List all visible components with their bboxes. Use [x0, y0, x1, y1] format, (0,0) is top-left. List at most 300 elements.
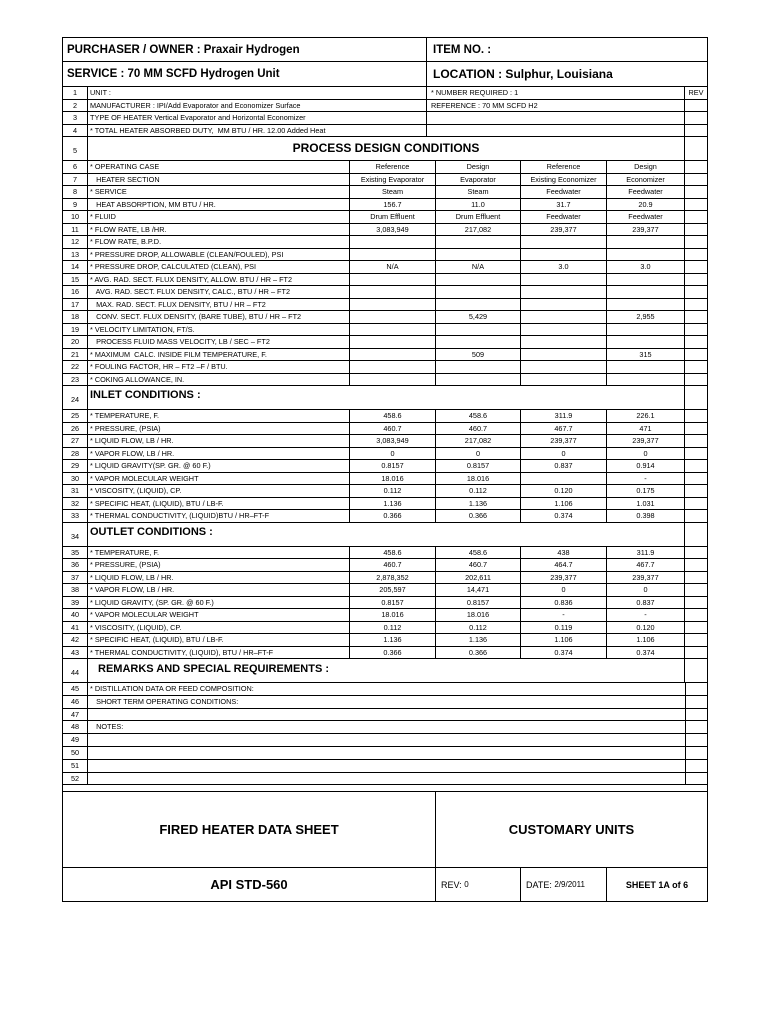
row-number: 16 [63, 286, 88, 298]
sheet-title: FIRED HEATER DATA SHEET [63, 792, 436, 867]
rev-cell [685, 137, 707, 160]
rev-cell [685, 597, 707, 609]
row-label: * LIQUID FLOW, LB / HR. [88, 435, 350, 447]
value-cell [436, 274, 521, 286]
value-cell: 464.7 [521, 559, 607, 571]
row-number: 19 [63, 324, 88, 336]
value-cell: 31.7 [521, 199, 607, 211]
rev-cell [685, 622, 707, 634]
value-cell [607, 274, 685, 286]
date-value: 2/9/2011 [554, 880, 585, 889]
value-cell: 18.016 [436, 473, 521, 485]
value-cell [350, 249, 436, 261]
value-cell [607, 374, 685, 386]
value-cell: 0.8157 [436, 460, 521, 472]
table-row [63, 634, 707, 647]
value-cell [436, 236, 521, 248]
rev-cell [685, 224, 707, 236]
row-number: 46 [63, 696, 88, 708]
value-cell: 239,377 [607, 224, 685, 236]
value-cell [350, 374, 436, 386]
table-row [63, 410, 707, 423]
table-row [63, 324, 707, 337]
value-cell [521, 236, 607, 248]
value-cell [350, 236, 436, 248]
value-cell: 1.031 [607, 498, 685, 510]
row-number: 50 [63, 747, 88, 759]
rev-cell [685, 696, 707, 708]
value-cell: 0.112 [436, 485, 521, 497]
table-row [63, 559, 707, 572]
top-row-right: REFERENCE : 70 MM SCFD H2 [427, 100, 685, 112]
rev-cell [685, 523, 707, 546]
rev-label: REV: [441, 879, 462, 890]
table-row [63, 485, 707, 498]
row-number: 47 [63, 709, 88, 721]
value-cell: 315 [607, 349, 685, 361]
rev-cell [685, 274, 707, 286]
value-cell [521, 473, 607, 485]
footer-title-row [63, 791, 707, 867]
row-number: 30 [63, 473, 88, 485]
rev-cell [685, 435, 707, 447]
rev-cell [685, 374, 707, 386]
value-cell: 226.1 [607, 410, 685, 422]
top-row-right [427, 112, 685, 124]
value-cell: 1.106 [607, 634, 685, 646]
table-row [63, 261, 707, 274]
value-cell: 0.836 [521, 597, 607, 609]
row-label: * VAPOR FLOW, LB / HR. [88, 584, 350, 596]
row-number: 31 [63, 485, 88, 497]
table-row [63, 510, 707, 523]
value-cell [521, 324, 607, 336]
rev-cell [685, 361, 707, 373]
remarks-row [63, 709, 707, 722]
row-label: * MAXIMUM CALC. INSIDE FILM TEMPERATURE, F. [88, 349, 350, 361]
remarks-row [63, 721, 707, 734]
table-row [63, 311, 707, 324]
value-cell: 202,611 [436, 572, 521, 584]
row-label: * TEMPERATURE, F. [88, 410, 350, 422]
value-cell: 239,377 [607, 572, 685, 584]
value-cell: 239,377 [521, 435, 607, 447]
table-row [63, 274, 707, 287]
value-cell [350, 336, 436, 348]
value-cell [521, 299, 607, 311]
value-cell [607, 249, 685, 261]
row-number: 49 [63, 734, 88, 746]
row-label: * OPERATING CASE [88, 161, 350, 173]
rev-cell [685, 547, 707, 559]
row-label: * FLOW RATE, B.P.D. [88, 236, 350, 248]
row-label: * FLOW RATE, LB /HR. [88, 224, 350, 236]
table-row [63, 224, 707, 237]
value-cell: Existing Evaporator [350, 174, 436, 186]
row-label: HEAT ABSORPTION, MM BTU / HR. [88, 199, 350, 211]
rev-cell [685, 174, 707, 186]
data-rows [63, 87, 707, 785]
value-cell: 0 [607, 448, 685, 460]
value-cell: 0.837 [607, 597, 685, 609]
row-label: * PRESSURE, (PSIA) [88, 559, 350, 571]
row-label: * SPECIFIC HEAT, (LIQUID), BTU / LB-F. [88, 498, 350, 510]
row-label: * VISCOSITY, (LIQUID), CP. [88, 485, 350, 497]
rev-cell [685, 125, 707, 137]
value-cell: 0 [521, 448, 607, 460]
top-row [63, 87, 707, 100]
top-row-left: * TOTAL HEATER ABSORBED DUTY, MM BTU / HR. 12.00 Added Heat [88, 125, 427, 137]
row-number: 35 [63, 547, 88, 559]
value-cell: 0.837 [521, 460, 607, 472]
value-cell: 0.914 [607, 460, 685, 472]
table-row [63, 211, 707, 224]
value-cell: 438 [521, 547, 607, 559]
rev-cell [685, 112, 707, 124]
table-row [63, 498, 707, 511]
inlet-conditions-title-header [63, 386, 707, 410]
value-cell: 311.9 [607, 547, 685, 559]
row-number: 38 [63, 584, 88, 596]
value-cell: 458.6 [436, 547, 521, 559]
table-row [63, 547, 707, 560]
table-row [63, 597, 707, 610]
outlet-conditions-title-header [63, 523, 707, 547]
value-cell: 0.374 [521, 647, 607, 659]
value-cell: 14,471 [436, 584, 521, 596]
rev-cell [685, 336, 707, 348]
value-cell: 460.7 [350, 559, 436, 571]
row-label: * VISCOSITY, (LIQUID), CP. [88, 622, 350, 634]
rev-cell [685, 572, 707, 584]
rev-cell [685, 634, 707, 646]
value-cell: 18.016 [350, 473, 436, 485]
rev-cell [685, 249, 707, 261]
value-cell: 0.112 [436, 622, 521, 634]
rev-cell [685, 584, 707, 596]
value-cell: 217,082 [436, 435, 521, 447]
row-number: 22 [63, 361, 88, 373]
row-number: 12 [63, 236, 88, 248]
value-cell: 205,597 [350, 584, 436, 596]
value-cell [350, 361, 436, 373]
value-cell [350, 299, 436, 311]
top-row [63, 125, 707, 138]
value-cell [436, 361, 521, 373]
rev-cell [685, 734, 707, 746]
table-row [63, 299, 707, 312]
item-number: ITEM NO. : [433, 43, 492, 56]
table-row [63, 460, 707, 473]
value-cell: 239,377 [521, 224, 607, 236]
table-row [63, 336, 707, 349]
value-cell: 0.112 [350, 622, 436, 634]
value-cell: 311.9 [521, 410, 607, 422]
table-row [63, 609, 707, 622]
value-cell: 471 [607, 423, 685, 435]
row-number: 32 [63, 498, 88, 510]
row-number: 8 [63, 186, 88, 198]
footer-info-row [63, 867, 707, 901]
standard-label: API STD-560 [63, 868, 436, 901]
rev-cell [685, 423, 707, 435]
row-number: 11 [63, 224, 88, 236]
row-number: 27 [63, 435, 88, 447]
rev-cell [685, 498, 707, 510]
rev-cell [685, 760, 707, 772]
top-row-left: TYPE OF HEATER Vertical Evaporator and Horizontal Economizer [88, 112, 427, 124]
value-cell: 0.8157 [350, 597, 436, 609]
remarks-row [63, 696, 707, 709]
row-number: 21 [63, 349, 88, 361]
remarks-text: * DISTILLATION DATA OR FEED COMPOSITION: [90, 684, 254, 693]
top-row-right: * NUMBER REQUIRED : 1 [427, 87, 685, 99]
rev-cell [685, 186, 707, 198]
value-cell [521, 286, 607, 298]
value-cell [350, 274, 436, 286]
value-cell: Steam [436, 186, 521, 198]
value-cell: Design [436, 161, 521, 173]
value-cell: 0.120 [607, 622, 685, 634]
rev-cell [685, 349, 707, 361]
value-cell: 3.0 [521, 261, 607, 273]
row-number: 29 [63, 460, 88, 472]
rev-value: 0 [464, 880, 469, 889]
row-number: 24 [63, 386, 88, 409]
rev-cell [685, 161, 707, 173]
row-label: * COKING ALLOWANCE, IN. [88, 374, 350, 386]
value-cell [436, 286, 521, 298]
row-label: * PRESSURE DROP, ALLOWABLE (CLEAN/FOULED), PSI [88, 249, 350, 261]
value-cell [436, 324, 521, 336]
rev-cell [685, 386, 707, 409]
value-cell: 0 [350, 448, 436, 460]
value-cell: 3.0 [607, 261, 685, 273]
rev-cell [685, 100, 707, 112]
value-cell: 239,377 [607, 435, 685, 447]
value-cell: 239,377 [521, 572, 607, 584]
value-cell: N/A [350, 261, 436, 273]
row-label: * VELOCITY LIMITATION, FT/S. [88, 324, 350, 336]
row-label: * VAPOR FLOW, LB / HR. [88, 448, 350, 460]
value-cell: 460.7 [436, 559, 521, 571]
rev-cell [685, 299, 707, 311]
value-cell: 0.366 [436, 510, 521, 522]
value-cell [607, 361, 685, 373]
row-label: * THERMAL CONDUCTIVITY, (LIQUID)BTU / HR–FT-F [88, 510, 350, 522]
header-row-1 [63, 38, 707, 62]
table-row [63, 286, 707, 299]
value-cell: 0.120 [521, 485, 607, 497]
row-label: * PRESSURE DROP, CALCULATED (CLEAN), PSI [88, 261, 350, 273]
value-cell: 0 [436, 448, 521, 460]
value-cell: Drum Effluent [436, 211, 521, 223]
value-cell: Feedwater [607, 211, 685, 223]
row-number: 4 [63, 125, 88, 137]
value-cell: Steam [350, 186, 436, 198]
value-cell [350, 311, 436, 323]
value-cell [521, 336, 607, 348]
row-number: 17 [63, 299, 88, 311]
table-row [63, 349, 707, 362]
value-cell: Design [607, 161, 685, 173]
row-label: * PRESSURE, (PSIA) [88, 423, 350, 435]
value-cell [521, 374, 607, 386]
value-cell [521, 311, 607, 323]
header-row-2 [63, 62, 707, 87]
table-row [63, 572, 707, 585]
rev-cell [685, 261, 707, 273]
value-cell [521, 274, 607, 286]
row-label: * LIQUID GRAVITY, (SP. GR. @ 60 F.) [88, 597, 350, 609]
row-number: 6 [63, 161, 88, 173]
row-label: * SERVICE [88, 186, 350, 198]
value-cell: 18.016 [436, 609, 521, 621]
remarks-text: NOTES: [90, 722, 124, 732]
table-row [63, 374, 707, 387]
units-label: CUSTOMARY UNITS [508, 822, 635, 837]
rev-cell [685, 659, 707, 682]
value-cell: 0.8157 [350, 460, 436, 472]
date-label: DATE: [526, 879, 552, 890]
value-cell: N/A [436, 261, 521, 273]
row-number: 39 [63, 597, 88, 609]
rev-cell [685, 236, 707, 248]
remarks-row [63, 747, 707, 760]
value-cell: 1.136 [350, 634, 436, 646]
row-number: 2 [63, 100, 88, 112]
location: LOCATION : Sulphur, Louisiana [433, 67, 613, 81]
value-cell [521, 361, 607, 373]
row-number: 42 [63, 634, 88, 646]
remarks-row [63, 773, 707, 786]
table-row [63, 161, 707, 174]
value-cell: 509 [436, 349, 521, 361]
remarks-text [88, 734, 685, 746]
value-cell: 0.119 [521, 622, 607, 634]
row-label: * AVG. RAD. SECT. FLUX DENSITY, ALLOW. BTU / HR – FT2 [88, 274, 350, 286]
value-cell [436, 249, 521, 261]
row-number: 15 [63, 274, 88, 286]
remarks-text [88, 709, 685, 721]
table-row [63, 361, 707, 374]
value-cell: 458.6 [436, 410, 521, 422]
row-label: PROCESS FLUID MASS VELOCITY, LB / SEC – FT2 [88, 336, 350, 348]
remarks-row [63, 683, 707, 696]
rev-cell [685, 559, 707, 571]
row-number: 45 [63, 683, 88, 695]
top-row-left: MANUFACTURER : IPI/Add Evaporator and Economizer Surface [88, 100, 427, 112]
row-number: 5 [63, 137, 88, 160]
row-number: 23 [63, 374, 88, 386]
rev-cell [685, 485, 707, 497]
value-cell [607, 324, 685, 336]
row-number: 40 [63, 609, 88, 621]
value-cell: 2,955 [607, 311, 685, 323]
value-cell: 1.136 [350, 498, 436, 510]
row-label: * TEMPERATURE, F. [88, 547, 350, 559]
value-cell: 1.106 [521, 634, 607, 646]
value-cell: 0.398 [607, 510, 685, 522]
outlet-conditions-title: OUTLET CONDITIONS : [88, 523, 685, 546]
table-row [63, 584, 707, 597]
value-cell: 2,878,352 [350, 572, 436, 584]
value-cell [350, 286, 436, 298]
value-cell [436, 336, 521, 348]
row-label: * VAPOR MOLECULAR WEIGHT [88, 609, 350, 621]
value-cell [521, 349, 607, 361]
row-label: AVG. RAD. SECT. FLUX DENSITY, CALC., BTU / HR – FT2 [88, 286, 350, 298]
value-cell: Evaporator [436, 174, 521, 186]
rev-cell [685, 473, 707, 485]
value-cell [350, 324, 436, 336]
rev-cell [685, 311, 707, 323]
row-label: * VAPOR MOLECULAR WEIGHT [88, 473, 350, 485]
value-cell: 5,429 [436, 311, 521, 323]
row-number: 9 [63, 199, 88, 211]
table-row [63, 435, 707, 448]
value-cell: Feedwater [521, 211, 607, 223]
sheet-number: SHEET 1A of 6 [625, 879, 689, 890]
row-number: 26 [63, 423, 88, 435]
value-cell [607, 299, 685, 311]
row-number: 7 [63, 174, 88, 186]
value-cell: 458.6 [350, 410, 436, 422]
rev-cell [685, 721, 707, 733]
date-field [521, 868, 607, 901]
remarks-text [88, 760, 685, 772]
row-label: MAX. RAD. SECT. FLUX DENSITY, BTU / HR – FT2 [88, 299, 350, 311]
table-row [63, 423, 707, 436]
row-label: * FOULING FACTOR, HR – FT2 –F / BTU. [88, 361, 350, 373]
row-number: 52 [63, 773, 88, 785]
rev-cell [685, 448, 707, 460]
value-cell: 1.106 [521, 498, 607, 510]
value-cell: - [521, 609, 607, 621]
inlet-conditions-title: INLET CONDITIONS : [88, 386, 685, 409]
value-cell: 3,083,949 [350, 435, 436, 447]
row-number: 3 [63, 112, 88, 124]
value-cell: Reference [521, 161, 607, 173]
row-label: HEATER SECTION [88, 174, 350, 186]
row-number: 25 [63, 410, 88, 422]
rev-cell [685, 683, 707, 695]
row-number: 10 [63, 211, 88, 223]
top-row [63, 100, 707, 113]
remarks-title: REMARKS AND SPECIAL REQUIREMENTS : [88, 659, 685, 682]
row-number: 36 [63, 559, 88, 571]
table-row [63, 236, 707, 249]
table-row [63, 174, 707, 187]
value-cell: 18.016 [350, 609, 436, 621]
rev-cell [685, 510, 707, 522]
remarks-text [88, 747, 685, 759]
remarks-text: SHORT TERM OPERATING CONDITIONS: [90, 696, 239, 706]
value-cell: 0.175 [607, 485, 685, 497]
row-label: * SPECIFIC HEAT, (LIQUID), BTU / LB-F. [88, 634, 350, 646]
value-cell: 217,082 [436, 224, 521, 236]
row-number: 14 [63, 261, 88, 273]
value-cell: Existing Economizer [521, 174, 607, 186]
purchaser-owner: PURCHASER / OWNER : Praxair Hydrogen [63, 38, 427, 61]
remarks-header [63, 659, 707, 683]
value-cell [607, 286, 685, 298]
row-label: * FLUID [88, 211, 350, 223]
value-cell: 0.112 [350, 485, 436, 497]
rev-cell [685, 647, 707, 659]
rev-cell [685, 324, 707, 336]
rev-cell [685, 286, 707, 298]
